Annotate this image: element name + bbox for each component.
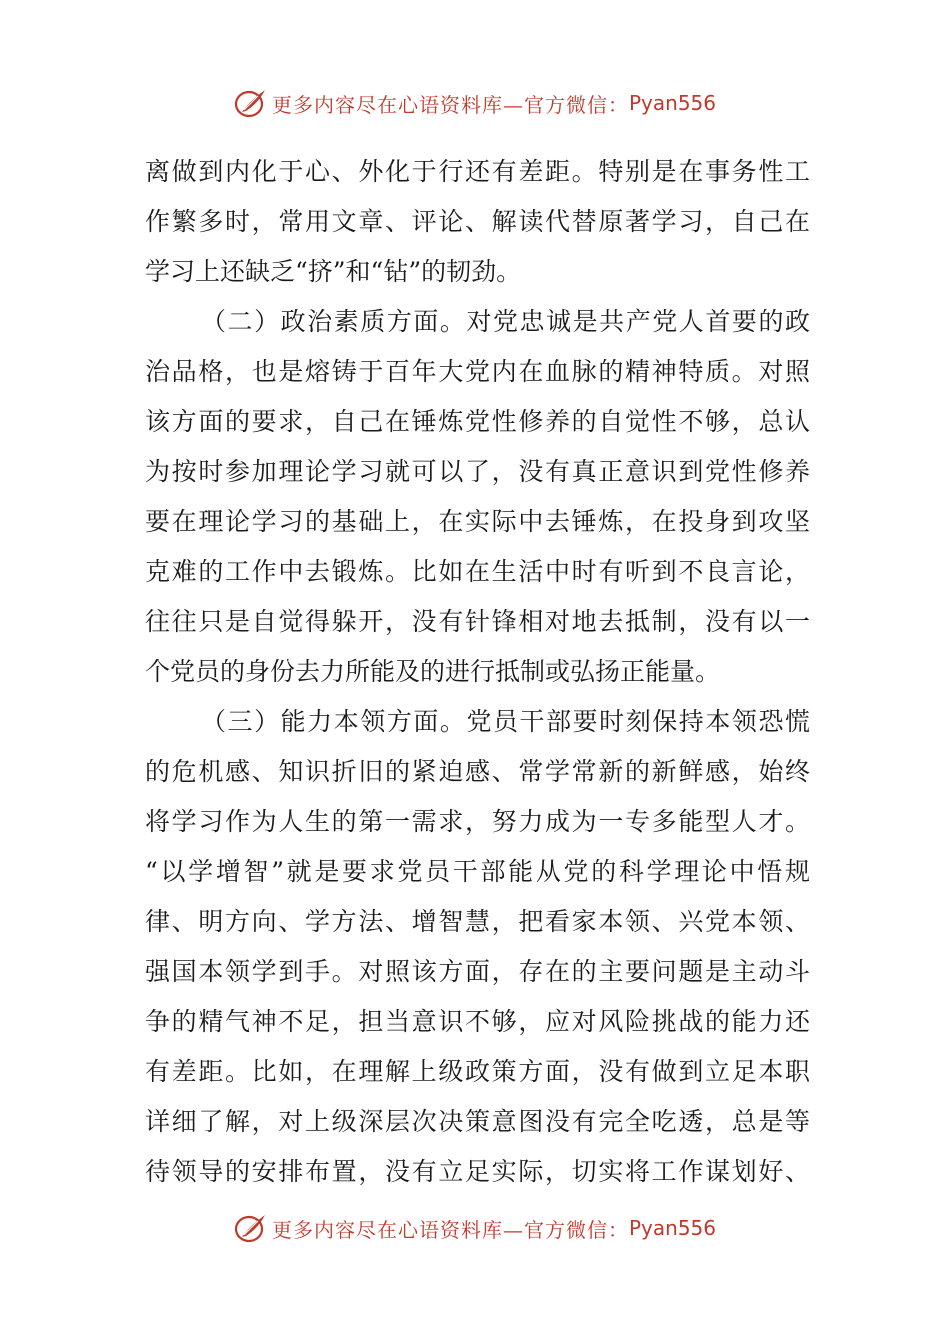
banner-text: 更多内容尽在心语资料库—官方微信： [271,92,629,117]
footer-banner [0,1208,950,1248]
text-line: 离做到内化于心、外化于行还有差距。特别是在事务性工 [145,157,810,186]
text-line: （三）能力本领方面。党员干部要时刻保持本领恐慌 [201,707,810,736]
text-line: 治品格，也是熔铸于百年大党内在血脉的精神特质。对照 [145,357,810,386]
text-line: 要在理论学习的基础上，在实际中去锤炼，在投身到攻坚 [145,507,810,536]
text-line: 个党员的身份去力所能及的进行抵制或弘扬正能量。 [145,657,721,686]
text-line: 争的精气神不足，担当意识不够，应对风险挑战的能力还 [145,1007,810,1036]
text-line: 学习上还缺乏“挤”和“钻”的韧劲。 [145,257,522,286]
text-line: 克难的工作中去锻炼。比如在生活中时有听到不良言论， [145,557,810,586]
text-line: （二）政治素质方面。对党忠诚是共产党人首要的政 [201,307,810,336]
text-line: “以学增智”就是要求党员干部能从党的科学理论中悟规 [145,857,810,886]
document-body [145,147,810,1197]
text-line: 强国本领学到手。对照该方面，存在的主要问题是主动斗 [145,957,810,986]
banner-wechat-id: Pyan556 [628,1216,716,1240]
text-line: 该方面的要求，自己在锤炼党性修养的自觉性不够，总认 [145,407,810,436]
text-line: 作繁多时，常用文章、评论、解读代替原著学习，自己在 [145,207,810,236]
text-line: 往往只是自觉得躲开，没有针锋相对地去抵制，没有以一 [145,607,810,636]
text-line: 为按时参加理论学习就可以了，没有真正意识到党性修养 [145,457,810,486]
text-line: 详细了解，对上级深层次决策意图没有完全吃透，总是等 [145,1107,810,1136]
banner-wechat-id: Pyan556 [628,91,716,115]
banner-text: 更多内容尽在心语资料库—官方微信： [271,1217,629,1242]
quill-logo-icon [234,1211,268,1245]
text-line: 将学习作为人生的第一需求，努力成为一专多能型人才。 [145,807,810,836]
text-line: 待领导的安排布置，没有立足实际，切实将工作谋划好、 [145,1157,810,1186]
text-line: 有差距。比如，在理解上级政策方面，没有做到立足本职 [145,1057,810,1086]
text-line: 律、明方向、学方法、增智慧，把看家本领、兴党本领、 [145,907,810,936]
quill-logo-icon [234,86,268,120]
header-banner [0,83,950,123]
text-line: 的危机感、知识折旧的紧迫感、常学常新的新鲜感，始终 [145,757,810,786]
